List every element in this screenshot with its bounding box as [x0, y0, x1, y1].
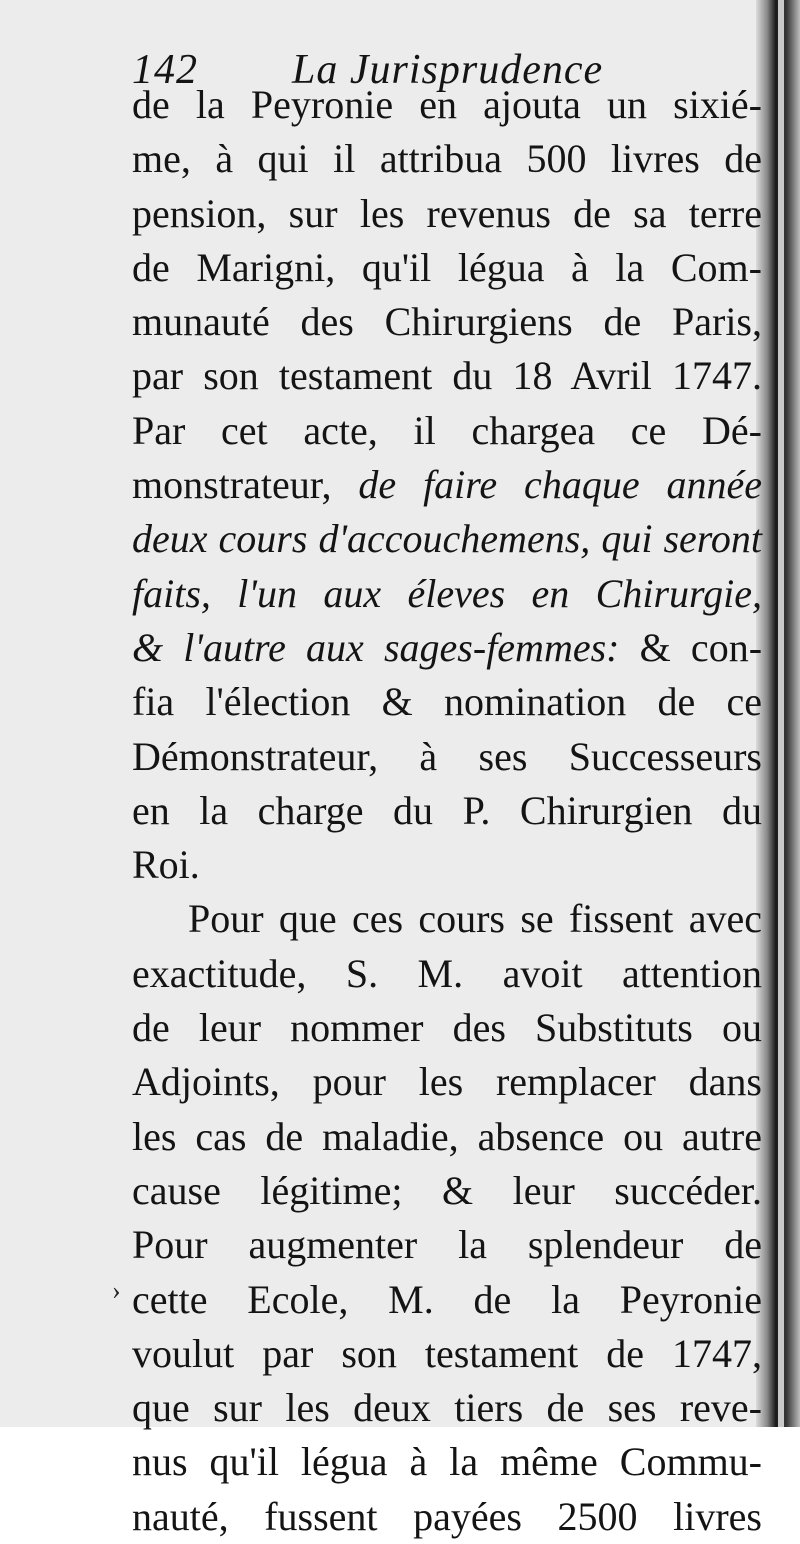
text-line: cause légitime; & leur succéder. — [132, 1167, 762, 1213]
running-title: La Jurisprudence — [292, 47, 604, 93]
text-line: nus qu'il légua à la même Commu- — [132, 1439, 762, 1485]
text-line — [132, 512, 762, 566]
text-line — [132, 567, 762, 621]
paragraph-start-line: Pour que ces cours se fissent avec — [188, 896, 762, 942]
text-line — [132, 621, 762, 675]
text-line: munauté des Chirurgiens de Paris, — [132, 299, 762, 345]
body-text — [132, 78, 762, 1544]
text-line: Démonstrateur, à ses Successeurs — [132, 733, 762, 779]
italic-quote: de faire chaque année — [358, 462, 762, 508]
text-line: fia l'élection & nomination de ce — [132, 679, 762, 725]
text-line: pension, sur les revenus de sa terre — [132, 190, 762, 236]
text-line: exactitude, S. M. avoit attention — [132, 950, 762, 996]
italic-quote: & l'autre aux sages-femmes: — [132, 624, 620, 670]
text-segment: & con- — [639, 624, 763, 670]
margin-ink-mark: › — [112, 1276, 121, 1305]
text-line: de la Peyronie en ajouta un sixié- — [132, 82, 762, 127]
page-number: 142 — [132, 47, 198, 93]
text-line: les cas de maladie, absence ou autre — [132, 1113, 762, 1159]
text-line: de Marigni, qu'il légua à la Com- — [132, 244, 762, 290]
text-line: Adjoints, pour les remplacer dans — [132, 1059, 762, 1105]
paragraph-end-line: Roi. — [132, 842, 200, 888]
text-line: par son testament du 18 Avril 1747. — [132, 353, 762, 399]
text-line: Par cet acte, il chargea ce Dé- — [132, 407, 762, 453]
text-line — [132, 458, 762, 512]
text-line: en la charge du P. Chirurgien du — [132, 787, 762, 833]
page-edge-highlight — [778, 0, 784, 1427]
text-line: voulut par son testament de 1747, — [132, 1330, 762, 1376]
text-line: cette Ecole, M. de la Peyronie — [132, 1276, 762, 1322]
italic-quote: faits, l'un aux éleves en Chirurgie, — [132, 570, 762, 616]
text-line: de leur nommer des Substituts ou — [132, 1005, 762, 1051]
text-line: que sur les deux tiers de ses reve- — [132, 1385, 762, 1431]
text-line: me, à qui il attribua 500 livres de — [132, 136, 762, 182]
text-line: nauté, fussent payées 2500 livres — [132, 1493, 762, 1539]
text-line: Pour augmenter la splendeur de — [132, 1222, 762, 1268]
italic-quote: deux cours d'accouchemens, qui seront — [132, 516, 762, 562]
text-segment: monstrateur, — [132, 462, 332, 508]
